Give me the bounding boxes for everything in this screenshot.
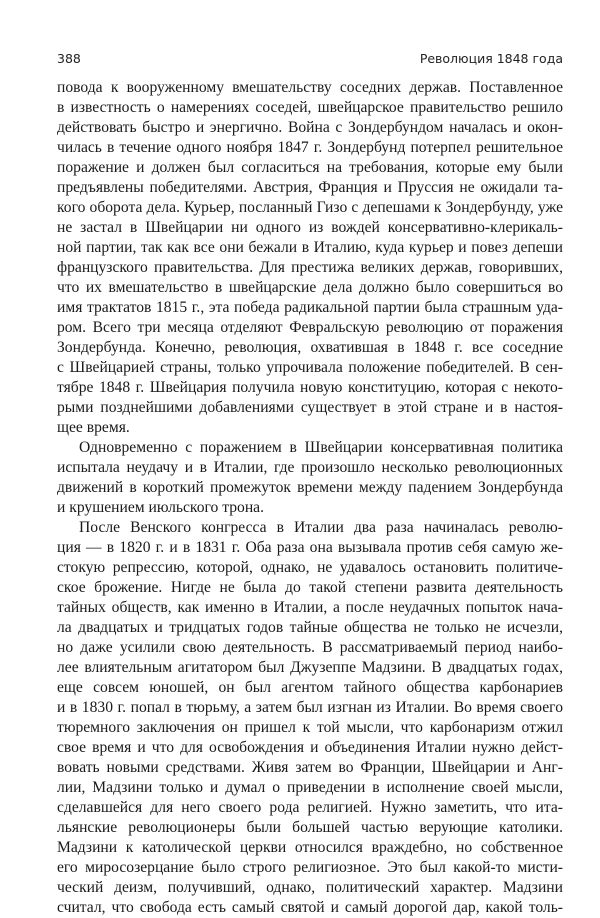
text-line: ла двадцатых и тридцатых годов тайные общества не только не исчезли, [57, 619, 563, 636]
text-line: лии, Мадзини только и думал о приведении в исполнение своей мысли, [57, 779, 563, 796]
paragraph [57, 78, 563, 438]
text-line: ция — в 1820 г. и в 1831 г. Оба раза она вызывала против себя самую же- [57, 539, 563, 556]
text-line: ческий деизм, получивший, однако, политический характер. Мадзини [57, 879, 563, 896]
text-line: чилась в течение одного ноября 1847 г. Зондербунд потерпел решительное [57, 139, 563, 156]
text-line: рыми позднейшими добавлениями существует в этой стране и в настоя- [57, 399, 563, 416]
text-line: движений в короткий промежуток времени между падением Зондербунда [57, 479, 563, 496]
text-line: льянские революционеры были большей частью верующие католики. [57, 819, 563, 836]
paragraph [57, 438, 563, 518]
page-header [57, 51, 563, 69]
text-line: поражение и должен был согласиться на требования, которые ему были [57, 159, 563, 176]
text-line: имя трактатов 1815 г., эта победа радикальной партии была страшным уда- [57, 299, 563, 316]
text-line: ское брожение. Нигде не была до такой степени развита деятельность [57, 579, 563, 596]
text-line: Одновременно с поражением в Швейцарии консервативная политика [79, 439, 563, 456]
text-line: не застал в Швейцарии ни одного из вождей консервативно-клерикаль- [57, 219, 563, 236]
text-line: вовать новыми средствами. Живя затем во Франции, Швейцарии и Анг- [57, 759, 563, 776]
text-line: тайных обществ, как именно в Италии, а после неудачных попыток нача- [57, 599, 563, 616]
text-line: и крушением июльского трона. [57, 499, 264, 516]
text-line: щее время. [57, 419, 130, 436]
running-head: Революция 1848 года [419, 51, 563, 66]
text-line: тябре 1848 г. Швейцария получила новую конституцию, которая с некото- [57, 379, 563, 396]
text-line: кого оборота дела. Курьер, посланный Гизо с депешами к Зондербунду, уже [57, 199, 563, 216]
text-line: предъявлены победителями. Австрия, Франция и Пруссия не ожидали та- [57, 179, 563, 196]
text-line: французского правительства. Для престижа великих держав, говоривших, [57, 259, 563, 276]
paragraph [57, 518, 563, 918]
text-line: Мадзини к католической церкви относился враждебно, но собственное [57, 839, 563, 856]
text-line: ной партии, так как все они бежали в Италию, куда курьер и повез депеши [57, 239, 563, 256]
text-line: повода к вооруженному вмешательству соседних держав. Поставленное [57, 79, 563, 96]
text-line: в известность о намерениях соседей, швейцарское правительство решило [57, 99, 563, 116]
text-line: действовать быстро и энергично. Война с Зондербундом началась и окон- [57, 119, 563, 136]
body-text [57, 78, 563, 918]
text-line: и в 1830 г. попал в тюрьму, а затем был изгнан из Италии. Во время своего [57, 699, 563, 716]
text-line: сделавшейся для него своего рода религией. Нужно заметить, что ита- [57, 799, 563, 816]
text-line: После Венского конгресса в Италии два раза начиналась револю- [79, 519, 563, 536]
text-line: еще совсем юношей, он был агентом тайного общества карбонариев [57, 679, 563, 696]
text-line: тюремного заключения он пришел к той мысли, что карбонаризм отжил [57, 719, 563, 736]
text-line: испытала неудачу и в Италии, где произошло несколько революционных [57, 459, 563, 476]
text-line: ром. Всего три месяца отделяют Февральскую революцию от поражения [57, 319, 563, 336]
text-line: лее влиятельным агитатором был Джузеппе Мадзини. В двадцатых годах, [57, 659, 563, 676]
text-line: считал, что свобода есть самый святой и самый дорогой дар, какой толь- [57, 899, 563, 916]
text-line: с Швейцарией страны, только упрочивала положение победителей. В сен- [57, 359, 563, 376]
text-line: свое время и что для освобождения и объединения Италии нужно дейст- [57, 739, 563, 756]
text-line: что их вмешательство в швейцарские дела должно было совершиться во [57, 279, 563, 296]
text-line: Зондербунда. Конечно, революция, охватившая в 1848 г. все соседние [57, 339, 563, 356]
text-line: но даже усилили свою деятельность. В рассматриваемый период наибо- [57, 639, 563, 656]
text-line: его миросозерцание было строго религиозное. Это был какой-то мисти- [57, 859, 563, 876]
text-line: стокую репрессию, которой, однако, не удавалось остановить политиче- [57, 559, 563, 576]
page-number: 388 [57, 51, 81, 66]
